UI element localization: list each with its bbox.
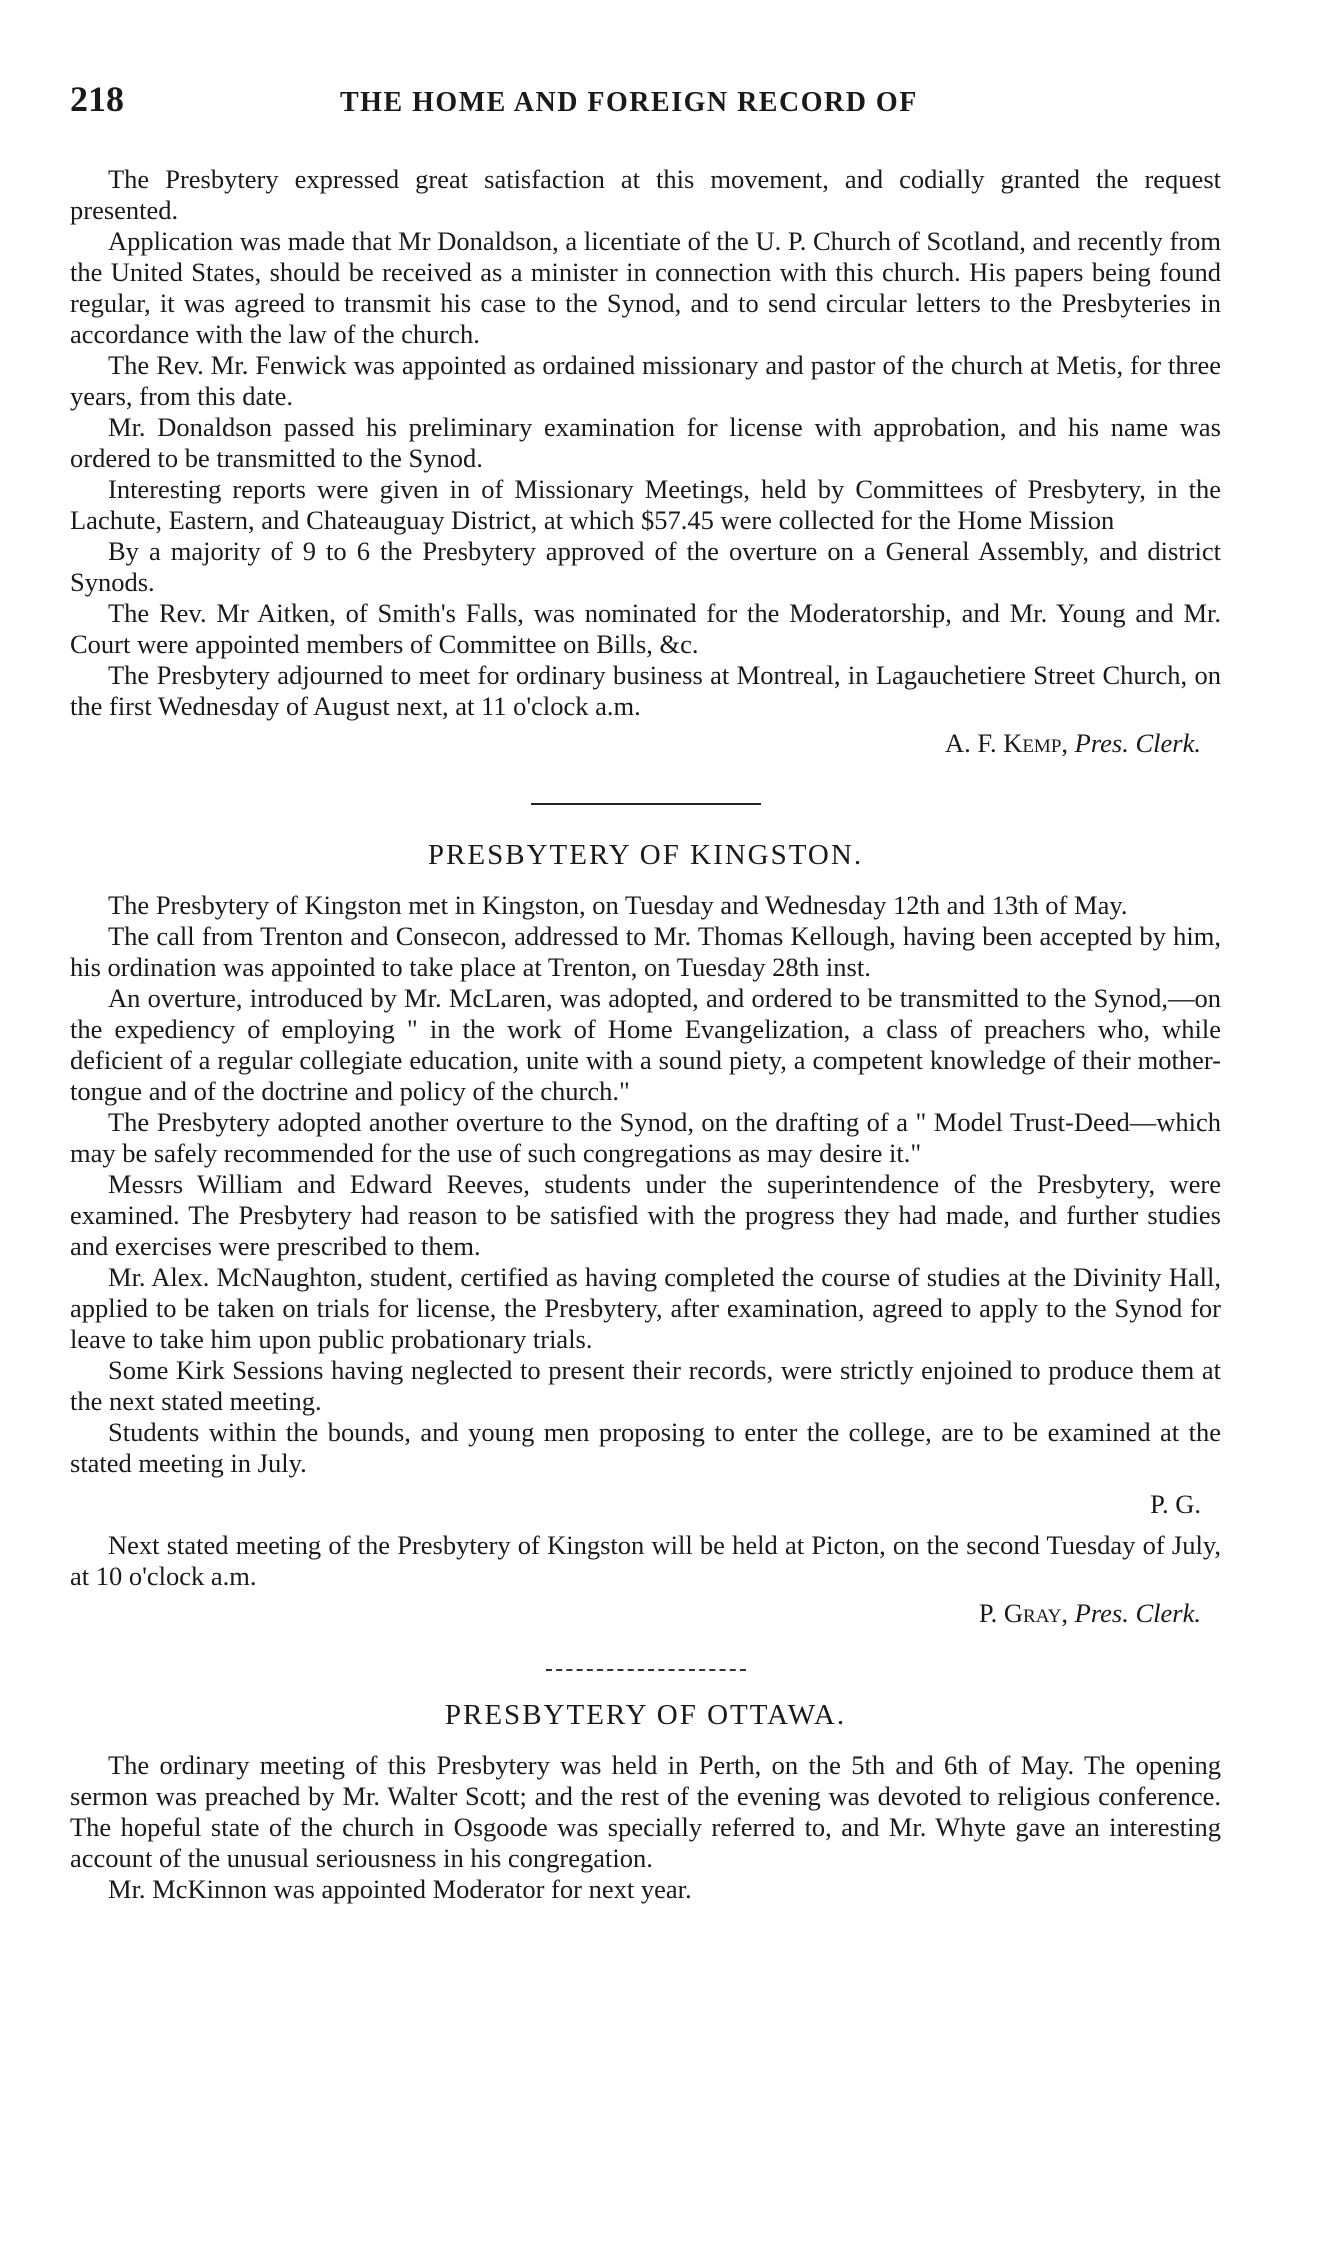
paragraph: Interesting reports were given in of Missionary Meetings, held by Committees of Presbytery, in the Lachute, Eastern, and Chateauguay District, at which $57.45 were collected for the Home Mission xyxy=(70,474,1221,535)
paragraph: Some Kirk Sessions having neglected to present their records, were strictly enjoined to produce them at the next stated meeting. xyxy=(70,1355,1221,1416)
paragraph: The Presbytery adopted another overture to the Synod, on the drafting of a " Model Trust-Deed—which may be safely recommended for the use of such congregations as may desire it." xyxy=(70,1107,1221,1168)
ottawa-minutes xyxy=(70,1699,1221,1905)
paragraph: By a majority of 9 to 6 the Presbytery approved of the overture on a General Assembly, and district Synods. xyxy=(70,536,1221,597)
paragraph: The Presbytery adjourned to meet for ordinary business at Montreal, in Lagauchetiere Street Church, on the first Wednesday of August next, at 11 o'clock a.m. xyxy=(70,660,1221,721)
kingston-minutes xyxy=(70,839,1221,1629)
section-heading: PRESBYTERY OF KINGSTON. xyxy=(427,839,864,871)
clerk-signature xyxy=(70,1598,1221,1629)
page-header xyxy=(70,78,1221,120)
paragraph: Mr. Donaldson passed his preliminary examination for license with approbation, and his name was ordered to be transmitted to the Synod. xyxy=(70,412,1221,473)
paragraph: The ordinary meeting of this Presbytery was held in Perth, on the 5th and 6th of May. The opening sermon was preached by Mr. Walter Scott; and the rest of the evening was devoted to religious conference. The hopeful state of the church in Osgoode was specially referred to, and Mr. Whyte gave an interesting account of the unusual seriousness in his congregation. xyxy=(70,1750,1221,1873)
paragraph: The Rev. Mr Aitken, of Smith's Falls, was nominated for the Moderatorship, and Mr. Young and Mr. Court were appointed members of Committee on Bills, &c. xyxy=(70,598,1221,659)
paragraph: Application was made that Mr Donaldson, a licentiate of the U. P. Church of Scotland, and recently from the United States, should be received as a minister in connection with this church. His papers being found regular, it was agreed to transmit his case to the Synod, and to send circular letters to the Presbyteries in accordance with the law of the church. xyxy=(70,226,1221,349)
section-divider xyxy=(546,1669,746,1671)
paragraph: Students within the bounds, and young men proposing to enter the college, are to be examined at the stated meeting in July. xyxy=(70,1417,1221,1478)
paragraph: The Rev. Mr. Fenwick was appointed as ordained missionary and pastor of the church at Metis, for three years, from this date. xyxy=(70,350,1221,411)
paragraph: Messrs William and Edward Reeves, students under the superintendence of the Presbytery, were examined. The Presbytery had reason to be satisfied with the progress they had made, and further studies and exercises were prescribed to them. xyxy=(70,1169,1221,1261)
paragraph: Mr. Alex. McNaughton, student, certified as having completed the course of studies at the Divinity Hall, applied to be taken on trials for license, the Presbytery, after examination, agreed to apply to the Synod for leave to take him upon public probationary trials. xyxy=(70,1262,1221,1354)
signature-name: A. F. Kemp, xyxy=(944,728,1069,758)
paragraph: The Presbytery expressed great satisfaction at this movement, and codially granted the request presented. xyxy=(70,164,1221,225)
paragraph: Next stated meeting of the Presbytery of Kingston will be held at Picton, on the second Tuesday of July, at 10 o'clock a.m. xyxy=(70,1530,1221,1591)
signature-name: P. Gray, xyxy=(978,1598,1069,1628)
page-number: 218 xyxy=(70,79,124,119)
signature-title: Pres. Clerk. xyxy=(1074,728,1201,758)
paragraph: The call from Trenton and Consecon, addressed to Mr. Thomas Kellough, having been accepted by him, his ordination was appointed to take place at Trenton, on Tuesday 28th inst. xyxy=(70,921,1221,982)
initials: P. G. xyxy=(1150,1489,1201,1519)
running-title: THE HOME AND FOREIGN RECORD OF xyxy=(340,87,918,118)
signature-title: Pres. Clerk. xyxy=(1074,1598,1201,1628)
clerk-signature xyxy=(70,728,1221,759)
montreal-minutes xyxy=(70,164,1221,759)
section-heading: PRESBYTERY OF OTTAWA. xyxy=(444,1699,847,1731)
section-divider xyxy=(531,803,761,805)
paragraph: Mr. McKinnon was appointed Moderator for next year. xyxy=(108,1874,692,1904)
paragraph: The Presbytery of Kingston met in Kingston, on Tuesday and Wednesday 12th and 13th of May. xyxy=(108,890,1128,920)
paragraph: An overture, introduced by Mr. McLaren, was adopted, and ordered to be transmitted to the Synod,—on the expediency of employing " in the work of Home Evangelization, a class of preachers who, while deficient of a regular collegiate education, unite with a sound piety, a competent knowledge of their mother-tongue and of the doctrine and policy of the church." xyxy=(70,983,1221,1106)
